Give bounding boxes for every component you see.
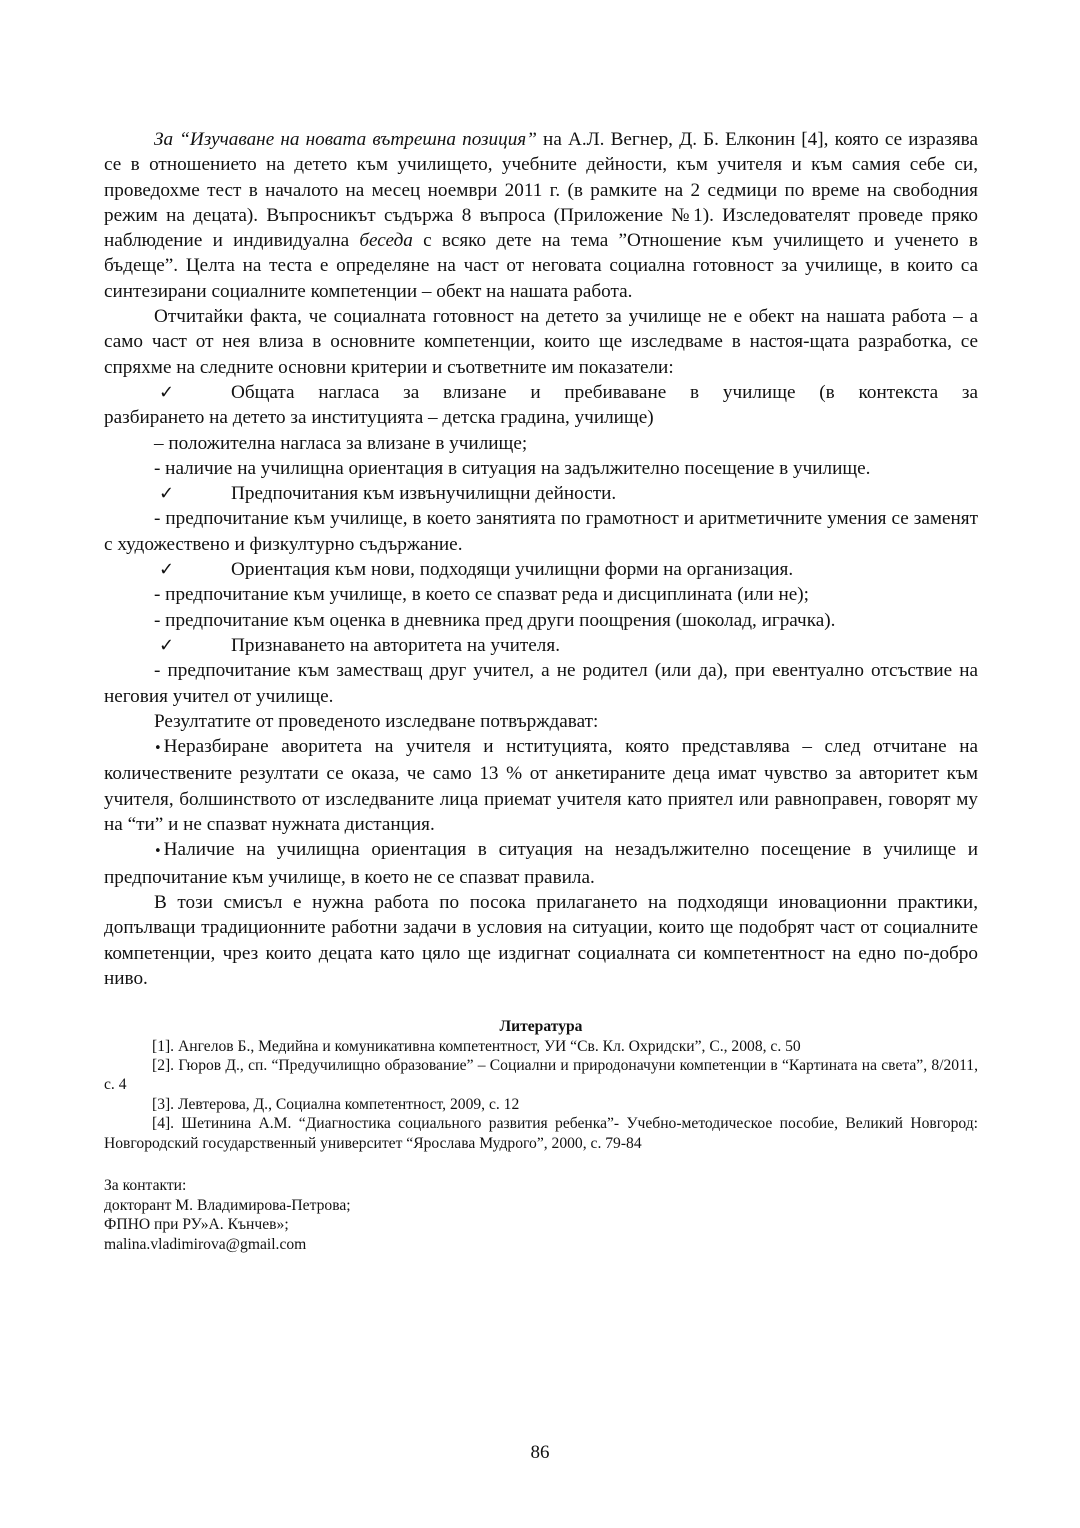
reference-item: [2]. Гюров Д., сп. “Предучилищно образование” – Социални и природоначуни компетенции в “Картината на света”, 8/2011, с. 4 <box>104 1056 978 1094</box>
checkmark-icon: ✓ <box>159 559 175 581</box>
result-item <box>104 837 978 890</box>
criterion-title: Признаването на авторитета на учителя. <box>231 634 561 656</box>
criterion-item: - предпочитание към заместващ друг учител, а не родител (или да), при евентуално отсъствие на неговия учител от училище. <box>104 660 978 707</box>
criterion-2 <box>104 481 978 506</box>
checkmark-icon: ✓ <box>159 381 175 403</box>
criterion-continuation: разбирането на детето за институцията – детска градина, училище) <box>104 407 654 429</box>
result-text: Наличие на училищна ориентация в ситуация на незадължително посещение в училище и предпочитание към училище, в което не се спазват правила. <box>104 839 978 888</box>
contact-affiliation: ФПНО при РУ»А. Кънчев»; <box>104 1216 289 1234</box>
reference-item: [4]. Шетинина А.М. “Диагностика социального развития ребенка”- Учебно-методическое пособие, Великий Новгород: Новгородский государственный университет “Ярослава Мудрого”, 2000, с. 79-84 <box>104 1115 978 1152</box>
results-intro: Резултатите от проведеното изследване потвърждават: <box>154 710 599 732</box>
conclusion-paragraph: В този смисъл е нужна работа по посока прилагането на подходящи иновационни практики, допълващи традиционните работни задачи в условия на ситуации, които ще подобрят част от социалните компетенции, чрез които децата като цяло ще издигнат социалната си компетентност на едно по-добро ниво. <box>104 891 978 989</box>
criteria-intro-paragraph: Отчитайки факта, че социалната готовност на детето за училище не е обект на нашата работа – а само част от нея влиза в основните компетенции, които ще изследваме в настоя-щата разработка, се спряхме на следните основни критерии и съответните им показатели: <box>104 306 978 378</box>
intro-text: на А.Л. Вегнер, Д. Б. Елконин [4], която се изразява се в отношението на детето към училището, учебните дейности, към учителя и към самия себе си, проведохме тест в началото на месец ноември 2011 г. (в рамките на 2 седмици по време на свободния режим на децата). Въпросникът съдържа 8 въпроса (Приложение №1). Изследователят проведе пряко наблюдение и индивидуална <box>104 129 978 252</box>
result-text: Неразбиране аворитета на учителя и нституцията, която представлява – след отчитане на количествените резултати се оказа, че само 13 % от анкетираните деца имат чувство за авторитет към учителя, болшинството от изследваните лица приемат учителя като приятел или равноправен, говорят му на “ти” и не спазват нужната дистанция. <box>104 736 978 836</box>
checkmark-icon: ✓ <box>159 634 175 656</box>
criterion-title: Ориентация към нови, подходящи училищни форми на организация. <box>231 559 794 581</box>
criterion-item: - предпочитание към училище, в което се спазват реда и дисциплината (или не); <box>154 584 810 606</box>
criterion-item: – положителна нагласа за влизане в училище; <box>154 432 528 454</box>
contact-email[interactable]: malina.vladimirova@gmail.com <box>104 1235 307 1253</box>
intro-italic-title: За “Изучаване на новата вътрешна позиция” <box>154 129 537 150</box>
reference-item: [3]. Левтерова, Д., Социална компетентност, 2009, с. 12 <box>152 1095 520 1113</box>
result-item <box>104 734 978 837</box>
contacts-section <box>104 1176 978 1254</box>
criterion-item: - предпочитание към оценка в дневника пред други поощрения (шоколад, играчка). <box>154 609 836 631</box>
page-content <box>104 127 978 1254</box>
intro-text-end: с всяко дете на тема ”Отношение към училището и ученето в бъдеще”. Целта на теста е определяне на част от неговата социална готовност за училище, в които са синтезирани социалните компетенции – обект на нашата работа. <box>104 230 978 302</box>
criterion-title: Предпочитания към извънучилищни дейности. <box>231 483 617 505</box>
references-title: Литература <box>499 1018 583 1036</box>
intro-paragraph <box>104 127 978 304</box>
checkmark-icon: ✓ <box>159 483 175 505</box>
contact-name: докторант М. Владимирова-Петрова; <box>104 1196 351 1214</box>
criterion-item: - наличие на училищна ориентация в ситуация на задължително посещение в училище. <box>154 457 871 479</box>
page-number: 86 <box>530 1442 550 1463</box>
criterion-1 <box>104 380 978 405</box>
bullet-icon: • <box>154 741 162 757</box>
criterion-3 <box>104 557 978 582</box>
bullet-icon: • <box>154 844 162 860</box>
criterion-4 <box>104 633 978 658</box>
reference-item: [1]. Ангелов Б., Медийна и комуникативна компетентност, УИ “Св. Кл. Охридски”, С., 2008, с. 50 <box>152 1037 801 1055</box>
criterion-title: Общата нагласа за влизане и пребиваване в училище (в контекста за <box>231 381 978 403</box>
criterion-item: - предпочитание към училище, в което занятията по грамотност и аритметичните умения се заменят с художествено и физкултурно съдържание. <box>104 508 978 555</box>
contacts-heading: За контакти: <box>104 1176 187 1194</box>
references-section <box>104 1017 978 1153</box>
intro-italic-word: беседа <box>359 230 413 252</box>
body-text <box>104 127 978 991</box>
